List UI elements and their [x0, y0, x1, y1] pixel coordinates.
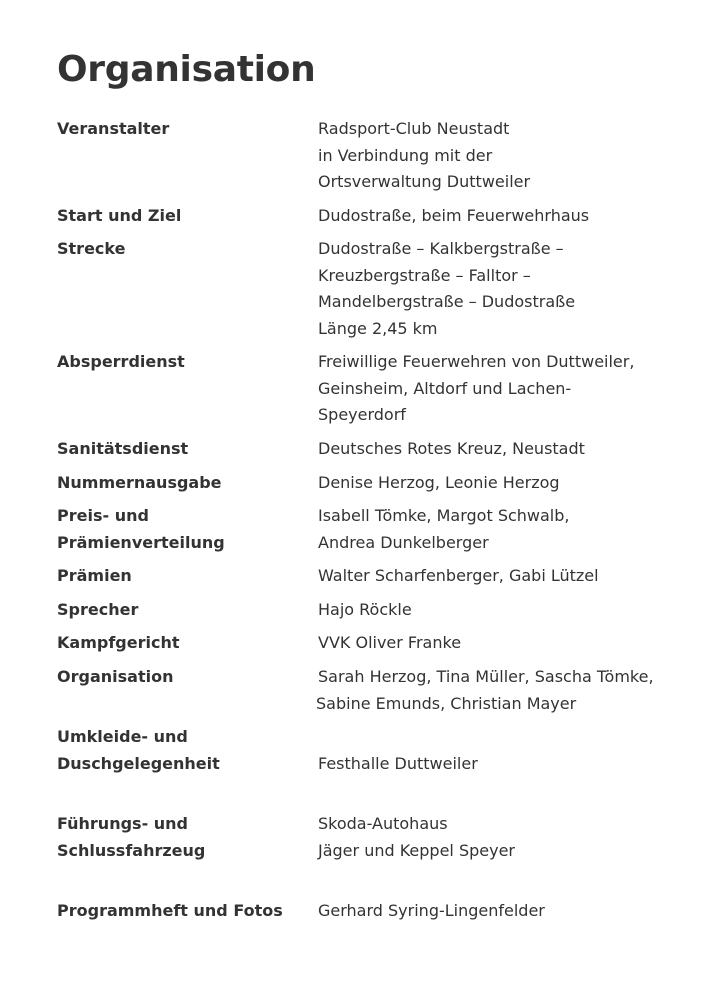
row-value [318, 664, 678, 717]
row-label [57, 116, 307, 143]
row-label [57, 349, 307, 376]
row-label-line: Organisation [57, 667, 174, 686]
row-label-line: Umkleide- und [57, 727, 188, 746]
row-label-line: Preis- und [57, 506, 149, 525]
row-value-line: Deutsches Rotes Kreuz, Neustadt [318, 439, 585, 458]
row-label-line: Führungs- und [57, 814, 189, 833]
row-label-line: Absperrdienst [57, 352, 185, 371]
row-value-line: Kreuzbergstraße – Falltor – [318, 265, 531, 285]
page-title: Organisation [57, 49, 316, 90]
row-value-line: Dudostraße, beim Feuerwehrhaus [318, 206, 590, 225]
row-label-line: Prämien [57, 566, 132, 585]
row-value-line: Jäger und Keppel Speyer [318, 840, 515, 860]
row-value-line: VVK Oliver Franke [318, 633, 462, 652]
row-label-line: Veranstalter [57, 119, 170, 138]
row-value-line: Sarah Herzog, Tina Müller, Sascha Tömke, [318, 667, 654, 686]
row-value [318, 503, 678, 556]
row-value-line: Radsport-Club Neustadt [318, 119, 510, 138]
row-label-line: Start und Ziel [57, 206, 182, 225]
row-value-line: Hajo Röckle [318, 600, 412, 619]
row-value [318, 116, 678, 196]
row-value-line: Denise Herzog, Leonie Herzog [318, 473, 560, 492]
row-label [57, 503, 307, 556]
row-value [318, 470, 678, 497]
row-label [57, 898, 307, 925]
row-value-line: Geinsheim, Altdorf und Lachen- [318, 378, 572, 398]
row-label [57, 811, 307, 864]
row-label-line: Duschgelegenheit [57, 753, 220, 773]
row-value [318, 630, 678, 657]
row-value [318, 811, 678, 864]
row-label [57, 630, 307, 657]
row-label-line: Prämienverteilung [57, 532, 225, 552]
row-value-line: Skoda-Autohaus [318, 814, 448, 833]
row-label-line: Strecke [57, 239, 126, 258]
row-label-line: Sanitätsdienst [57, 439, 189, 458]
row-value-line: Festhalle Duttweiler [318, 753, 478, 773]
row-value-line: Freiwillige Feuerwehren von Duttweiler, [318, 352, 635, 371]
row-value-line: in Verbindung mit der [318, 145, 493, 165]
row-value-line: Walter Scharfenberger, Gabi Lützel [318, 566, 599, 585]
row-label [57, 597, 307, 624]
row-value [318, 236, 678, 343]
row-value-line: Sabine Emunds, Christian Mayer [316, 693, 577, 713]
row-value-line [318, 724, 678, 751]
row-label [57, 724, 307, 777]
row-value-line: Andrea Dunkelberger [318, 532, 489, 552]
row-label-line: Kampfgericht [57, 633, 180, 652]
row-label [57, 664, 307, 691]
row-value [318, 724, 678, 777]
row-value [318, 349, 678, 429]
row-value [318, 563, 678, 590]
row-value [318, 203, 678, 230]
row-value [318, 898, 678, 925]
row-label [57, 563, 307, 590]
row-label-line: Sprecher [57, 600, 139, 619]
row-label [57, 203, 307, 230]
row-label [57, 436, 307, 463]
row-value [318, 597, 678, 624]
row-label-line: Programmheft und Fotos [57, 901, 283, 920]
row-value-line: Mandelbergstraße – Dudostraße [318, 292, 576, 312]
row-label [57, 470, 307, 497]
row-value [318, 436, 678, 463]
row-value-line: Dudostraße – Kalkbergstraße – [318, 239, 564, 258]
row-value-line: Länge 2,45 km [318, 319, 438, 339]
row-value-line: Gerhard Syring-Lingenfelder [318, 901, 545, 920]
row-label-line: Schlussfahrzeug [57, 840, 206, 860]
row-label-line: Nummernausgabe [57, 473, 222, 492]
row-label [57, 236, 307, 263]
row-value-line: Ortsverwaltung Duttweiler [318, 172, 531, 192]
row-value-line: Isabell Tömke, Margot Schwalb, [318, 506, 570, 525]
row-value-line: Speyerdorf [318, 405, 406, 425]
